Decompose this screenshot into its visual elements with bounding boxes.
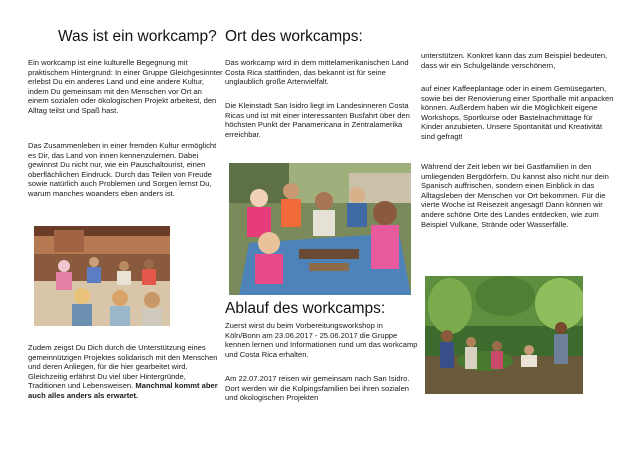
- solidarity-bold-text: Manchmal kommt aber auch alles anders als erwartet.: [28, 381, 218, 400]
- activities-paragraph: auf einer Kaffeeplantage oder in einem Gemüsegarten, sowie bei der Renovierung einer Sporthalle mit anpacken können. Außerdem haben wir die Möglichkeit eigene Workshops, Sportkurse oder Bastelnachmittage für Kinder anzubieten. Unsere Spontanität und Kreativität sind gefragt!: [421, 84, 614, 141]
- heading-schedule: Ablauf des workcamps:: [225, 300, 386, 317]
- solidarity-text: Zudem zeigst Du Dich durch die Unterstützung eines gemeinnützigen Projektes solidarisch mit den Menschen und deren Anliegen, für die hier gearbeitet wird. Gleichzeitig erfährst Du viel über Hintergründe, Traditionen und Lebensweisen.: [28, 343, 218, 391]
- town-paragraph: Die Kleinstadt San Isidro liegt im Landesinneren Costa Ricas und ist mit einer interessanten Busfahrt über den höchsten Punkt der Panamericana in Zentralamerika erreichbar.: [225, 101, 410, 139]
- host-families-paragraph: Während der Zeit leben wir bei Gastfamilien in den umliegenden Bergdörfern. Du kannst also nicht nur dein Spanisch auffrischen, sondern einen Einblick in das Alltagsleben der Menschen vor Ort bekommen. Für die vierte Woche ist Reisezeit angesagt! Dann können wir andere schöne Orte des Landes entdecken, wie zum Beispiel Vulkane, Strände oder Wasserfälle.: [421, 162, 609, 229]
- travel-paragraph: Am 22.07.2017 reisen wir gemeinsam nach San Isidro. Dort werden wir die Kolpingsfamilien bei ihren sozialen und ökologischen Projekten: [225, 374, 410, 403]
- location-paragraph: Das workcamp wird in dem mittelamerikanischen Land Costa Rica stattfinden, das bekannt ist für seine unglaublich große Artenvielfalt.: [225, 58, 409, 87]
- solidarity-paragraph: [28, 343, 224, 401]
- heading-location: Ort des workcamps:: [225, 28, 363, 45]
- workshop-paragraph: Zuerst wirst du beim Vorbereitungsworkshop in Köln/Bonn am 23.06.2017 - 25.06.2017 die Gruppe kennen lernen und Informationen rund um das workcamp und Costa Rica erhalten.: [225, 321, 418, 359]
- culture-paragraph: Das Zusammenleben in einer fremden Kultur ermöglicht es Dir, das Land von innen kennenzulernen. Dabei gewinnst Du nicht nur, wie ein Pauschaltourist, einen oberflächlichen Eindruck. Durch das Teilen von Freude sowie natürlich auch Problemen und Sorgen lernst Du, warum manches woanders eben anders ist.: [28, 141, 217, 198]
- support-paragraph: unterstützen. Konkret kann das zum Beispiel bedeuten, dass wir ein Schulgelände verschönern,: [421, 51, 608, 70]
- photo-garden-work: [425, 276, 583, 394]
- photo-group-activity: [34, 226, 170, 326]
- intro-paragraph: Ein workcamp ist eine kulturelle Begegnung mit praktischem Hintergrund: In einer Gruppe Gleichgesinnter erlebst Du ein anderes Land und eine andere Kultur, indem Du gemeinsam mit den Menschen vor Ort an einem sozialen oder ökologischen Projekt arbeitest, den Alltag teilst und Spaß hast.: [28, 58, 223, 115]
- photo-children-table: [229, 163, 411, 295]
- heading-what-is-workcamp: Was ist ein workcamp?: [58, 28, 217, 45]
